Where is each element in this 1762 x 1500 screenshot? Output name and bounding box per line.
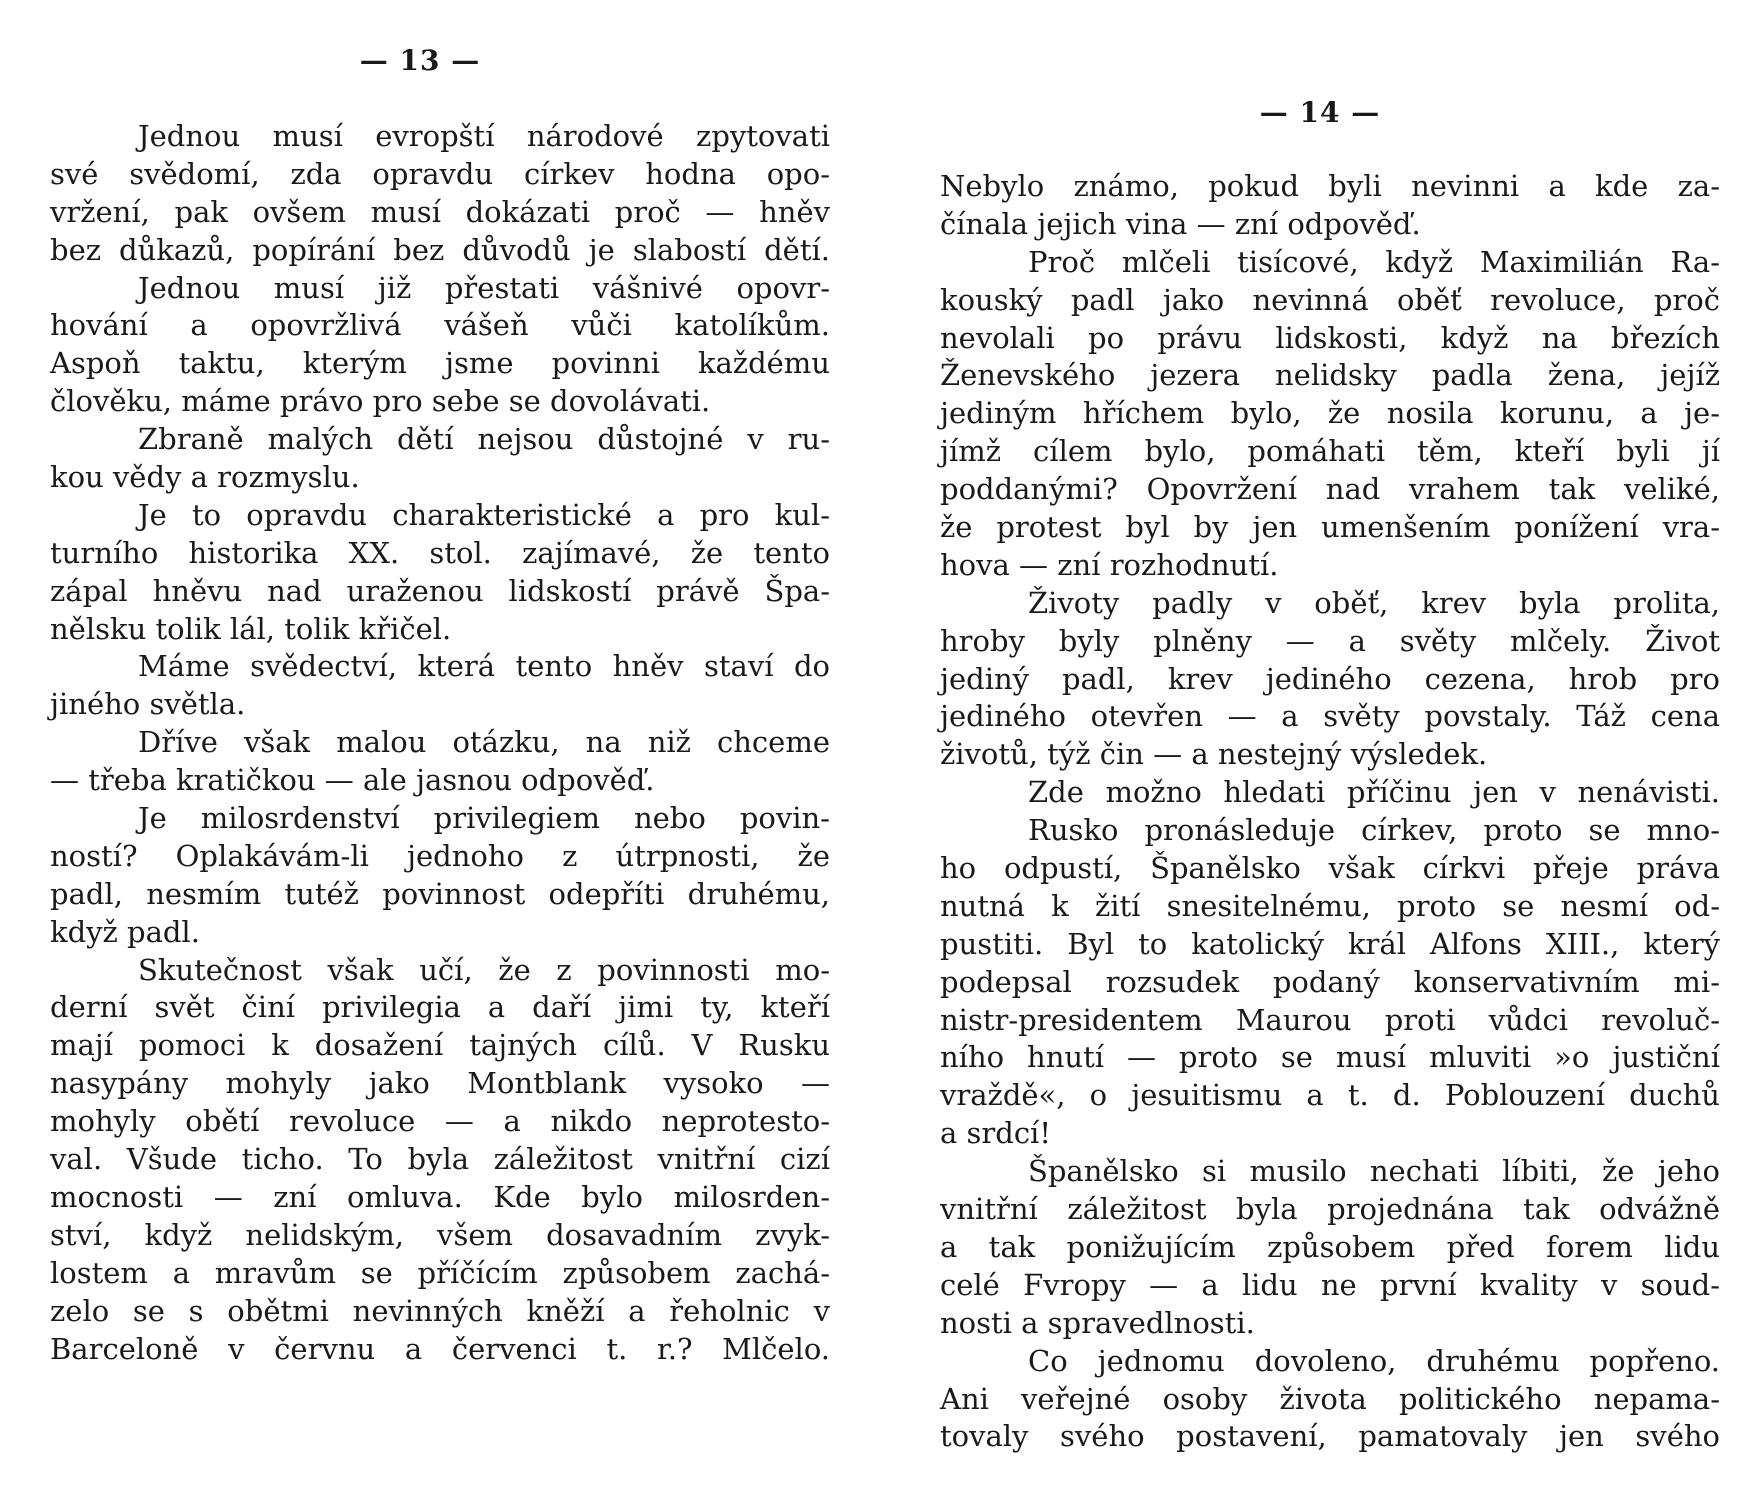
text-line: vraždě«, o jesuitismu a t. d. Poblouzení duchů xyxy=(940,1078,1720,1113)
text-line: kou vědy a rozmyslu. xyxy=(50,460,360,495)
text-line: vnitřní záležitost byla projednána tak odvážně xyxy=(940,1192,1720,1227)
text-line: ho odpustí, Španělsko však církvi přeje práva xyxy=(940,851,1720,886)
text-line: ností? Oplakávám-li jednoho z útrpnosti, že xyxy=(50,838,830,873)
text-line: čínala jejich vina — zní odpověď. xyxy=(940,206,1421,241)
left-page xyxy=(50,0,830,1500)
text-line: jiného světla. xyxy=(50,687,246,722)
text-line: nutná k žití snesitelnému, proto se nesmí od- xyxy=(940,888,1720,923)
text-line: Barceloně v červnu a červenci t. r.? Mlčelo. xyxy=(50,1331,830,1366)
text-line: Je to opravdu charakteristické a pro kul- xyxy=(138,497,830,532)
text-line: nosti a spravedlnosti. xyxy=(940,1305,1255,1340)
text-line: turního historika XX. stol. zajímavé, že tento xyxy=(50,535,830,570)
text-line: jediného otevřen — a světy povstaly. Táž cena xyxy=(940,699,1720,734)
text-line: jímž cílem bylo, pomáhati těm, kteří byli jí xyxy=(940,434,1720,469)
text-line: jediným hříchem bylo, že nosila korunu, a je- xyxy=(940,396,1720,431)
text-line: hroby byly plněny — a světy mlčely. Život xyxy=(940,623,1720,658)
text-line: Aspoň taktu, kterým jsme povinni každému xyxy=(50,346,830,381)
text-line: mají pomoci k dosažení tajných cílů. V Rusku xyxy=(50,1028,830,1063)
text-line: Máme svědectví, která tento hněv staví do xyxy=(138,649,830,684)
text-line: když padl. xyxy=(50,914,200,949)
text-line: Životy padly v oběť, krev byla prolita, xyxy=(1028,585,1720,620)
text-line: hova — zní rozhodnutí. xyxy=(940,547,1279,582)
right-page xyxy=(940,0,1720,1500)
text-line: že protest byl by jen umenšením ponížení vra- xyxy=(940,510,1720,545)
text-line: podepsal rozsudek podaný konservativním mi- xyxy=(940,964,1720,999)
text-line: Dříve však malou otázku, na niž chceme xyxy=(138,725,830,760)
text-line: vržení, pak ovšem musí dokázati proč — hněv xyxy=(50,194,830,229)
text-line: Co jednomu dovoleno, druhému popřeno. xyxy=(1028,1343,1720,1378)
text-line: nasypány mohyly jako Montblank vysoko — xyxy=(50,1066,830,1101)
text-line: Jednou musí evropští národové zpytovati xyxy=(138,119,830,153)
text-line: val. Všude ticho. To byla záležitost vnitřní cizí xyxy=(50,1142,830,1177)
text-line: Proč mlčeli tisícové, když Maximilián Ra- xyxy=(1028,244,1720,279)
text-line: Zbraně malých dětí nejsou důstojné v ru- xyxy=(138,422,830,457)
text-line: lostem a mravům se příčícím způsobem zachá- xyxy=(50,1255,830,1290)
text-line: nistr-presidentem Maurou proti vůdci revoluč- xyxy=(940,1002,1720,1037)
text-line: životů, týž čin — a nestejný výsledek. xyxy=(940,737,1488,772)
text-line: Zde možno hledati příčinu jen v nenávisti. xyxy=(1028,775,1720,810)
text-line: zápal hněvu nad uraženou lidskostí právě Špa- xyxy=(50,573,830,608)
text-line: své svědomí, zda opravdu církev hodna opo- xyxy=(50,156,830,191)
text-line: ního hnutí — proto se musí mluviti »o justiční xyxy=(940,1040,1720,1075)
text-line: zelo se s obětmi nevinných kněží a řeholnic v xyxy=(50,1293,830,1328)
text-line: a tak ponižujícím způsobem před forem lidu xyxy=(940,1229,1720,1264)
text-line: Skutečnost však učí, že z povinnosti mo- xyxy=(138,952,830,987)
text-line: Nebylo známo, pokud byli nevinni a kde za- xyxy=(940,169,1720,203)
page-number-13: — 13 — xyxy=(359,44,481,77)
left-page-text xyxy=(50,118,830,1368)
text-line: nevolali po právu lidskosti, když na březích xyxy=(940,320,1720,355)
text-line: jediný padl, krev jediného cezena, hrob pro xyxy=(940,661,1720,696)
text-line: hování a opovržlivá vášeň vůči katolíkům. xyxy=(50,308,830,343)
text-line: Jednou musí již přestati vášnivé opovr- xyxy=(138,270,830,305)
text-line: poddanými? Opovržení nad vrahem tak veliké, xyxy=(940,472,1720,507)
page-number-14: — 14 — xyxy=(1259,96,1381,129)
text-line: a srdcí! xyxy=(940,1116,1051,1151)
text-line: Ženevského jezera nelidsky padla žena, jejíž xyxy=(940,358,1720,393)
text-line: — třeba kratičkou — ale jasnou odpověď. xyxy=(50,763,655,798)
text-line: celé Fvropy — a lidu ne první kvality v soud- xyxy=(940,1267,1720,1302)
text-line: bez důkazů, popírání bez důvodů je slabostí dětí. xyxy=(50,232,830,267)
text-line: derní svět činí privilegia a daří jimi ty, kteří xyxy=(50,990,830,1025)
text-line: tovaly svého postavení, pamatovaly jen svého xyxy=(940,1419,1720,1454)
text-line: kouský padl jako nevinná oběť revoluce, proč xyxy=(940,282,1720,317)
text-line: Ani veřejné osoby života politického nepama- xyxy=(940,1381,1720,1416)
right-page-text xyxy=(940,168,1720,1456)
text-line: člověku, máme právo pro sebe se dovolávati. xyxy=(50,384,711,419)
text-line: padl, nesmím tutéž povinnost odepříti druhému, xyxy=(50,876,830,911)
text-line: pustiti. Byl to katolický král Alfons XIII., který xyxy=(940,926,1720,961)
text-line: Rusko pronásleduje církev, proto se mno- xyxy=(1028,813,1720,848)
text-line: Je milosrdenství privilegiem nebo povin- xyxy=(138,801,830,836)
text-line: Španělsko si musilo nechati líbiti, že jeho xyxy=(1028,1154,1720,1189)
text-line: mocnosti — zní omluva. Kde bylo milosrden- xyxy=(50,1179,830,1214)
text-line: ství, když nelidským, všem dosavadním zvyk- xyxy=(50,1217,830,1252)
text-line: nělsku tolik lál, tolik křičel. xyxy=(50,611,452,646)
text-line: mohyly obětí revoluce — a nikdo neprotesto- xyxy=(50,1104,830,1139)
